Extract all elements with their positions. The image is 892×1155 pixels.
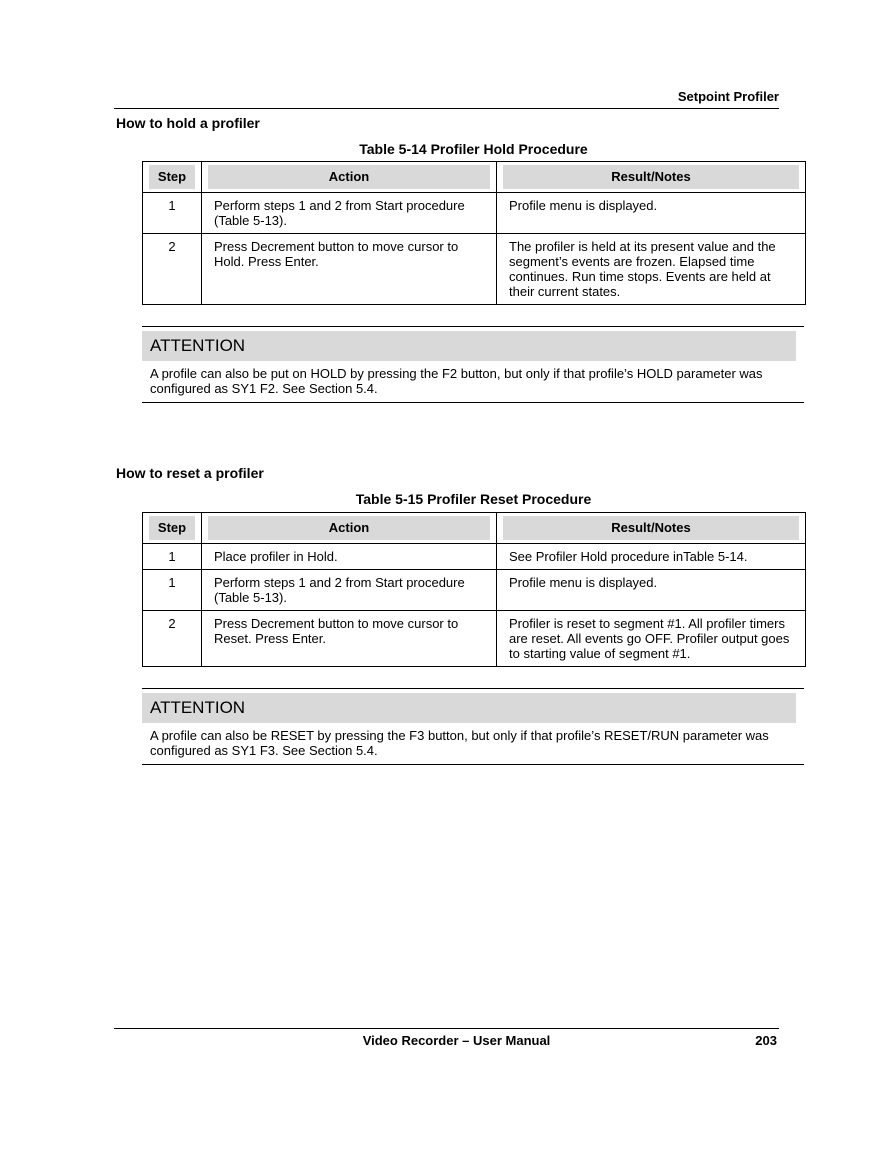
attention-box-hold xyxy=(142,326,804,403)
table-caption-hold: Table 5-14 Profiler Hold Procedure xyxy=(359,141,588,157)
section-heading-hold: How to hold a profiler xyxy=(116,115,260,131)
attention-title: ATTENTION xyxy=(142,693,796,723)
column-header-action: Action xyxy=(202,513,497,544)
column-header-step: Step xyxy=(143,162,202,193)
step-cell: 2 xyxy=(143,611,202,667)
attention-body: A profile can also be put on HOLD by pressing the F2 button, but only if that profile’s HOLD parameter was configured as SY1 F2. See Section 5.4. xyxy=(150,366,763,396)
step-cell: 2 xyxy=(143,234,202,305)
section-heading-reset: How to reset a profiler xyxy=(116,465,264,481)
column-header-action: Action xyxy=(202,162,497,193)
footer-rule xyxy=(114,1028,779,1029)
action-cell: Press Decrement button to move cursor to Hold. Press Enter. xyxy=(202,234,497,305)
header-rule xyxy=(114,108,779,109)
action-cell: Place profiler in Hold. xyxy=(202,544,497,570)
column-header-result: Result/Notes xyxy=(497,162,806,193)
column-header-step: Step xyxy=(143,513,202,544)
reset-procedure-table xyxy=(142,512,806,667)
table-header-row xyxy=(143,162,806,193)
action-cell: Perform steps 1 and 2 from Start procedure (Table 5-13). xyxy=(202,570,497,611)
result-cell: See Profiler Hold procedure inTable 5-14. xyxy=(497,544,806,570)
attention-title: ATTENTION xyxy=(142,331,796,361)
table-row xyxy=(143,544,806,570)
step-cell: 1 xyxy=(143,544,202,570)
result-cell: Profile menu is displayed. xyxy=(497,570,806,611)
hold-procedure-table xyxy=(142,161,806,305)
table-row xyxy=(143,611,806,667)
action-cell: Press Decrement button to move cursor to Reset. Press Enter. xyxy=(202,611,497,667)
attention-box-reset xyxy=(142,688,804,765)
page-number: 203 xyxy=(755,1033,777,1048)
attention-body: A profile can also be RESET by pressing the F3 button, but only if that profile’s RESET/RUN parameter was configured as SY1 F3. See Section 5.4. xyxy=(150,728,769,758)
table-row xyxy=(143,193,806,234)
step-cell: 1 xyxy=(143,193,202,234)
result-cell: The profiler is held at its present value and the segment’s events are frozen. Elapsed time continues. Run time stops. Events are held at their current states. xyxy=(497,234,806,305)
step-cell: 1 xyxy=(143,570,202,611)
table-row xyxy=(143,570,806,611)
table-row xyxy=(143,234,806,305)
table-caption-reset: Table 5-15 Profiler Reset Procedure xyxy=(355,491,592,507)
running-header: Setpoint Profiler xyxy=(677,89,779,104)
result-cell: Profile menu is displayed. xyxy=(497,193,806,234)
footer-title: Video Recorder – User Manual xyxy=(362,1033,551,1048)
action-cell: Perform steps 1 and 2 from Start procedure (Table 5-13). xyxy=(202,193,497,234)
table-header-row xyxy=(143,513,806,544)
column-header-result: Result/Notes xyxy=(497,513,806,544)
result-cell: Profiler is reset to segment #1. All profiler timers are reset. All events go OFF. Profiler output goes to starting value of segment #1. xyxy=(497,611,806,667)
